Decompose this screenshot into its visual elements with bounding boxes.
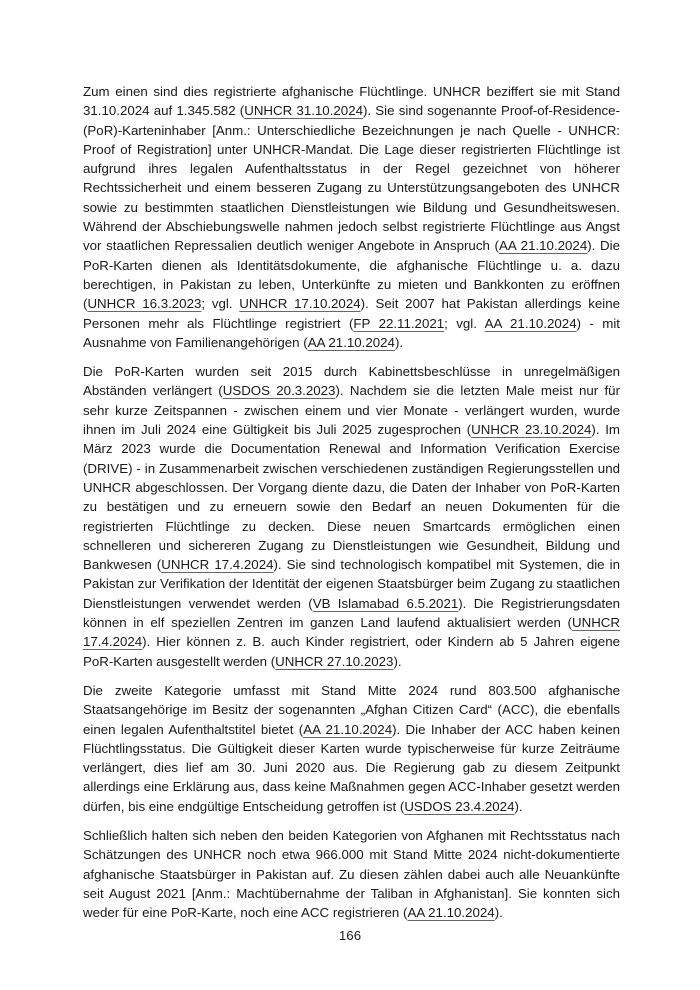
citation-link[interactable]: VB Islamabad 6.5.2021 xyxy=(312,595,459,611)
paragraph-text: ). Hier können z. B. auch Kinder registriert, oder Kindern ab 5 Jahren eigene PoR-Karten ausgestellt werden ( xyxy=(83,634,620,669)
citation-link[interactable]: UNHCR 16.3.2023 xyxy=(87,296,202,312)
citation-link[interactable]: USDOS 20.3.2023 xyxy=(222,383,336,399)
paragraph-text: Zum einen sind dies registrierte afghanische Flüchtlinge. UNHCR beziffert sie mit Stand 31.10.2024 auf 1.345.582 ( xyxy=(83,84,620,119)
paragraph xyxy=(83,826,620,922)
paragraph-text: Schließlich halten sich neben den beiden Kategorien von Afghanen mit Rechtsstatus nach Schätzungen des UNHCR noch etwa 966.000 mit Stand Mitte 2024 nicht-dokumentierte afghanische Staatsbürger in Pakistan auf. Zu diesen zählen dabei auch alle Neuankünfte seit August 2021 [Anm.: Machtübernahme der Taliban in Afghanistan]. Sie konnten sich weder für eine PoR-Karte, noch eine ACC registrieren ( xyxy=(83,827,620,921)
citation-link[interactable]: AA 21.10.2024 xyxy=(407,905,495,921)
paragraph-text: ). Seit 2007 hat Pakistan allerdings keine Personen mehr als Flüchtlinge registriert ( xyxy=(83,296,620,331)
paragraph-text: Die zweite Kategorie umfasst mit Stand Mitte 2024 rund 803.500 afghanische Staatsangehörige im Besitz der sogenannten „Afghan Citizen Card“ (ACC), die ebenfalls einen legalen Aufenthaltstitel bietet ( xyxy=(83,682,620,737)
paragraph-text: ; vgl. xyxy=(201,296,240,312)
paragraph-text: Die PoR-Karten wurden seit 2015 durch Kabinettsbeschlüsse in unregelmäßigen Abständen verlängert ( xyxy=(83,364,620,399)
citation-link[interactable]: AA 21.10.2024 xyxy=(484,315,577,331)
citation-link[interactable]: UNHCR 23.10.2024 xyxy=(471,422,592,438)
paragraph xyxy=(83,362,620,671)
citation-link[interactable]: USDOS 23.4.2024 xyxy=(404,798,515,814)
paragraph-text: ). xyxy=(393,653,402,669)
document-body xyxy=(83,82,620,932)
citation-link[interactable]: AA 21.10.2024 xyxy=(498,238,588,254)
paragraph xyxy=(83,681,620,816)
citation-link[interactable]: UNHCR 27.10.2023 xyxy=(275,653,394,669)
paragraph-text: ). Im März 2023 wurde die Documentation Renewal and Information Verification Exercise (DRIVE) - in Zusammenarbeit zwischen verschiedenen zuständigen Regierungsstellen und UNHCR abgeschlossen. Der Vorgang diente dazu, die Daten der Inhaber von PoR-Karten zu bestätigen und zu erneuern sowie den Bedarf an neuen Dokumenten für die registrierten Flüchtlinge zu decken. Diese neuen Smartcards ermöglichen einen schnelleren und sichereren Zugang zu Dienstleistungen wie Gesundheit, Bildung und Bankwesen ( xyxy=(83,422,620,573)
paragraph-text: ; vgl. xyxy=(444,315,485,331)
paragraph-text: ). Sie sind technologisch kompatibel mit Systemen, die in Pakistan zur Verifikation der Identität der eigenen Staatsbürger beim Zugang zu staatlichen Dienstleistungen verwendet werden ( xyxy=(83,557,620,611)
citation-link[interactable]: UNHCR 17.4.2024 xyxy=(161,557,274,573)
paragraph-text: ). Sie sind sogenannte Proof-of-Residence-(PoR)-Karteninhaber [Anm.: Unterschiedliche Bezeichnungen je nach Quelle - UNHCR: Proof of Registration] unter UNHCR-Mandat. Die Lage dieser registrierten Flüchtlinge ist aufgrund ihres legalen Aufenthaltsstatus in der Regel gezeichnet von höherer Rechtssicherheit und einem besseren Zugang zu Unterstützungsangeboten des UNHCR sowie zu bestimmten staatlichen Dienstleistungen wie Bildung und Gesundheitswesen. Während der Abschiebungswelle nahmen jedoch selbst registrierte Flüchtlinge aus Angst vor staatlichen Repressalien deutlich weniger Angebote in Anspruch ( xyxy=(83,103,620,254)
citation-link[interactable]: AA 21.10.2024 xyxy=(307,334,395,350)
paragraph-text: ). Die Inhaber der ACC haben keinen Flüchtlingsstatus. Die Gültigkeit dieser Karten wurde typischerweise für kurze Zeiträume verlängert, dies lief am 30. Juni 2020 aus. Die Regierung gab zu diesem Zeitpunkt allerdings eine Erklärung aus, dass keine Maßnahmen gegen ACC-Inhaber gesetzt werden dürfen, bis eine endgültige Entscheidung getroffen ist ( xyxy=(83,721,620,814)
page-number: 166 xyxy=(338,928,362,943)
paragraph-text: ). Nachdem sie die letzten Male meist nur für sehr kurze Zeitspannen - zwischen einem und vier Monate - verlängert wurden, wurde ihnen im Juli 2024 eine Gültigkeit bis Juli 2025 zugesprochen ( xyxy=(83,383,621,438)
citation-link[interactable]: UNHCR 17.10.2024 xyxy=(239,296,361,312)
paragraph-text: ). xyxy=(514,798,523,814)
paragraph-text: ). xyxy=(394,334,404,350)
paragraph-text: ). Die PoR-Karten dienen als Identitätsdokumente, die afghanische Flüchtlinge u. a. dazu berechtigen, in Pakistan zu leben, Unterkünfte zu mieten und Bankkonten zu eröffnen ( xyxy=(83,238,620,312)
citation-link[interactable]: FP 22.11.2021 xyxy=(353,315,445,331)
citation-link[interactable]: AA 21.10.2024 xyxy=(303,721,393,737)
paragraph xyxy=(83,82,620,352)
paragraph-text: ). Die Registrierungsdaten können in elf speziellen Zentren im ganzen Land laufend aktualisiert werden ( xyxy=(83,595,620,631)
paragraph-text: ) - mit Ausnahme von Familienangehörigen ( xyxy=(83,315,620,350)
citation-link[interactable]: UNHCR 31.10.2024 xyxy=(244,103,363,119)
paragraph-text: ). xyxy=(494,905,503,921)
citation-link[interactable]: UNHCR 17.4.2024 xyxy=(83,615,620,650)
